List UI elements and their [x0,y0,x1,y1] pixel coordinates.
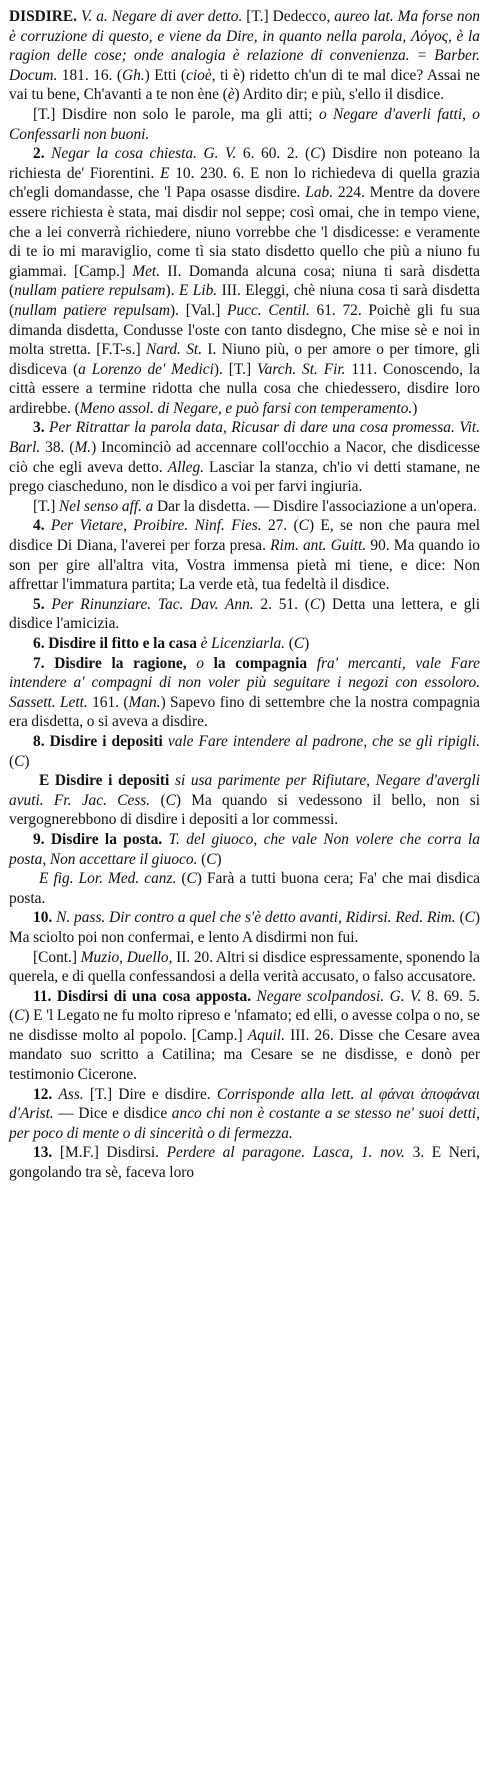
roman-text: , ti è) ridetto ch'un di te mal dice? Assai ne vai tu bene, Ch'avanti a te non ène ( [9,66,481,104]
bold-text: DISDIRE. [9,8,81,25]
roman-text: ). [Val.] [170,301,228,319]
roman-text: — Dice e disdice [58,1105,172,1123]
roman-text: Dar la disdetta. — Disdire l'associazione a un'opera. [156,497,477,515]
roman-text: 61. 72. Poichè gli fu sua dimanda disdetta, Condusse l'oste con tanto disdegno, Che mise sè e noi in molta stretta. [F.T-s.] [9,301,480,359]
bold-text: 8. Disdire i depositi [33,732,168,750]
roman-text: [Cont.] [33,948,81,966]
italic-text: C [464,909,475,927]
roman-text: 181. 16. ( [61,66,122,84]
italic-text: nullam patiere repulsam [14,282,166,300]
bold-text: la compagnia [213,654,317,672]
italic-text: C [186,870,197,888]
roman-text: 27. ( [267,517,299,535]
italic-text: si usa parimente per Rifiutare, Negare d'avergli avuti. Fr. Jac. Cess. [9,772,480,809]
sense-paragraph [9,1085,480,1144]
italic-text: E [160,164,176,182]
italic-text: è [227,86,235,104]
italic-text: Meno assol. di Negare, e può farsi con temperamento. [79,399,413,417]
italic-text: Corrisponde alla lett. al φάναι ἀποφάναι d'Arist. [9,1085,480,1123]
roman-text: III. 26. Disse che Cesare avea mandato suo scritto a Catilina; ma Cesare se ne disdisse, e donò per testimonio Cicerone. [9,1026,480,1084]
italic-text: nullam patiere repulsam [14,301,171,319]
sense-paragraph [9,634,480,654]
sense-paragraph [9,987,480,1085]
italic-text: C [14,752,25,770]
roman-text: ) Detta una lettera, e gli disdice l'amicizia. [9,595,480,633]
bold-text: 11. Disdirsi di una cosa apposta. [33,987,257,1005]
headword-paragraph [9,7,480,105]
bold-text: 10. [33,909,57,927]
sense-paragraph [9,732,480,771]
bold-text: E Disdire i depositi [39,772,175,790]
roman-text: ) Sapevo fino di settembre che la nostra compagnia era disdetta, o si aveva a disdire. [9,693,480,731]
roman-text: ). [T.] [213,360,257,378]
bold-text: 3. [33,419,50,437]
italic-text: E fig. Lor. Med. canz. [39,870,182,888]
bold-text: 2. [33,145,52,163]
sense-paragraph [9,418,480,496]
italic-text: E Lib. [178,282,222,300]
roman-text: ) [412,399,418,417]
italic-text: Nard. St. [145,341,208,359]
sense-paragraph [9,948,480,987]
roman-text: ) [216,850,222,868]
roman-text: ) Disdire non poteano la richiesta de' Fiorentini. [9,145,480,182]
roman-text: Lasciar la stanza, ch'io vi detti stamane, ne prego ciascheduno, non le disdico a voi per farvi ingiuria. [9,458,481,496]
italic-text: Pucc. Centil. [227,301,317,319]
roman-text: [T.] Dire e disdire. [89,1085,217,1103]
italic-text: T. del giuoco, che vale Non volere che corra la posta, Non accettare il giuoco. [9,830,480,868]
italic-text: è Licenziarla. [200,635,289,652]
italic-text: V. a. Negare di aver detto. [80,8,247,25]
sense-paragraph [9,105,480,144]
italic-text: C [165,791,176,809]
roman-text: ( [459,909,465,927]
italic-text: Nel senso aff. a [59,497,157,515]
sense-paragraph [9,908,480,947]
bold-text: 6. Disdire il fitto e la casa [33,635,201,652]
roman-text: ). [165,282,179,300]
italic-text: C [206,850,217,868]
italic-text: cioè [186,66,212,84]
italic-text: Muzio, Duello, [80,948,177,966]
sense-paragraph [9,869,480,908]
italic-text: Alleg. [167,458,210,476]
italic-text: Negar la cosa chiesta. G. V. [51,145,243,163]
italic-text: Perdere al paragone. Lasca, 1. nov. [166,1144,413,1162]
roman-text: 3. E Neri, gongolando tra sè, faceva loro [9,1144,481,1182]
italic-text: Per Vietare, Proibire. Ninf. Fies. [50,517,268,535]
roman-text: III. Eleggi, chè niuna cosa ti sarà disdetta ( [9,282,480,319]
roman-text: II. Domanda alcuna cosa; niuna ti sarà disdetta ( [9,262,480,300]
italic-text: Met. [132,262,168,280]
italic-text: Per Rinunziare. Tac. Dav. Ann. [51,595,261,613]
bold-text: 7. Disdire la ragione, [33,654,197,672]
roman-text: [T.] Disdire non solo le parole, ma gli atti; [33,105,319,123]
sense-paragraph [9,516,480,594]
roman-text: 111. Conoscendo, la città essere a termine ridotta che nulla cosa che chiedessero, disdire loro ardirebbe. ( [9,360,480,417]
sense-paragraph [9,771,480,830]
italic-text: a Lorenzo de' Medici [78,360,214,378]
bold-text: 5. [33,595,52,613]
roman-text: 2. 51. ( [260,595,310,613]
bold-text: 4. [33,517,51,535]
italic-text: Negare scolpandosi. G. V. [256,987,427,1005]
italic-text: Rim. ant. Guitt. [270,537,371,555]
sense-paragraph [9,144,480,418]
italic-text: Aquil. [247,1026,291,1044]
roman-text: 90. Ma quando io son per gire all'altra vita, Vostra immensa pietà mi tiene, e dice: Non affrettar l'immatura partita; La verde età, tua fedeltà il disdice. [9,537,480,594]
roman-text: ) E 'l Legato ne fu molto ripreso e 'nfamato; ed elli, o avesse colpa o no, se ne disdisse molto al popolo. [Camp.] [9,1007,481,1044]
italic-text: C [14,1007,25,1025]
sense-paragraph [9,654,480,732]
sense-paragraph [9,595,480,634]
roman-text: ) Ma quando si vedessono il bello, non si vergognerebbono di disdire i depositi a lor commessi. [9,791,480,829]
roman-text: ) Incominciò ad accennare coll'occhio a Nacor, che disdicesse ciò che egli aveva detto. [9,439,481,476]
italic-text: o [196,654,214,672]
italic-text: aureo lat. Ma forse non è corruzione di questo, e viene da Dire, in quanto nella parola, Λόγος, è la ragion delle cose; onde analogia è relazione di convenienza. = Barber. Docum. [9,8,480,84]
italic-text: C [309,595,321,613]
roman-text: ( [181,870,187,888]
dictionary-entry-disdire [9,7,480,1183]
italic-text: Varch. St. Fir. [256,360,352,378]
italic-text: M. [74,439,92,457]
italic-text: Lab. [305,184,338,202]
roman-text: ( [288,635,294,652]
roman-text: [T.] Dedecco, [246,8,335,25]
bold-text: 13. [33,1144,60,1162]
roman-text: ) Etti ( [144,66,187,84]
roman-text: 8. 69. 5. ( [9,987,481,1025]
bold-text: 9. Disdire la posta. [33,830,169,848]
sense-paragraph [9,830,480,869]
roman-text: 10. 230. 6. E non lo richiedeva di quella grazia ch'egli domandasse, che 'l Papa osasse disdire. [9,164,480,202]
italic-text: vale Fare intendere al padrone, che se gli ripigli. [167,732,480,750]
roman-text: 224. Mentre da dovere essere richiesta è stata, mai disdir nol seppe; così omai, che in tempo viene, che a lei converrà richiedere, niuno vorrebbe che 'l disdicesse: e veramente di te io mi maraviglio, come tì sia stato disdetto quello che più a niuno fu giammai. [Camp.] [9,184,480,280]
roman-text: ) [304,635,310,652]
italic-text: fra' mercanti, vale Fare intendere a' compagni di non voler più seguitare i negozi con essoloro. Sassett. Lett. [9,654,480,711]
roman-text: ) Ma sciolto poi non confermai, e lento A disdirmi non fui. [9,909,480,946]
italic-text: C [293,635,305,652]
roman-text: [M.F.] Disdirsi. [59,1144,167,1162]
italic-text: Ass. [58,1085,90,1103]
italic-text: Per Ritrattar la parola data, Ricusar di dare una cosa promessa. Vit. Barl. [9,419,480,457]
roman-text: 6. 60. 2. ( [242,145,311,163]
roman-text: ( [201,850,207,868]
roman-text: ) E, se non che paura mel disdice Di Diana, l'averei per forza presa. [9,517,480,555]
roman-text: ( [160,791,166,809]
roman-text: ( [9,752,15,770]
italic-text: anco chi non è costante a se stesso ne' suoi detti, per poco di mente o di sincerità o di fermezza. [9,1105,480,1142]
roman-text: ) Farà a tutti buona cera; Fa' che mai disdica posta. [9,870,480,907]
italic-text: C [298,517,309,535]
sense-paragraph [9,1143,480,1182]
roman-text: [T.] [33,497,60,515]
roman-text: ) Ardito dir; e più, s'ello il disdice. [234,86,445,104]
roman-text: I. Niuno più, o per amore o per timore, gli disdiceva ( [9,341,480,378]
roman-text: ) [24,752,30,770]
roman-text: 38. ( [45,439,75,457]
roman-text: II. 20. Altri si disdice espressamente, sponendo la querela, e di quella confessandosi a della verità accusato, o falso accusatore. [9,948,480,986]
italic-text: Man. [128,693,161,711]
sense-paragraph [9,497,480,517]
italic-text: o Negare d'averli fatti, o Confessarli non buoni. [9,105,480,143]
roman-text: 161. ( [92,693,129,711]
bold-text: 12. [33,1085,59,1103]
italic-text: C [310,145,321,163]
italic-text: N. pass. Dir contro a quel che s'è detto avanti, Ridirsi. Red. Rim. [56,909,460,927]
italic-text: Gh. [121,66,145,84]
